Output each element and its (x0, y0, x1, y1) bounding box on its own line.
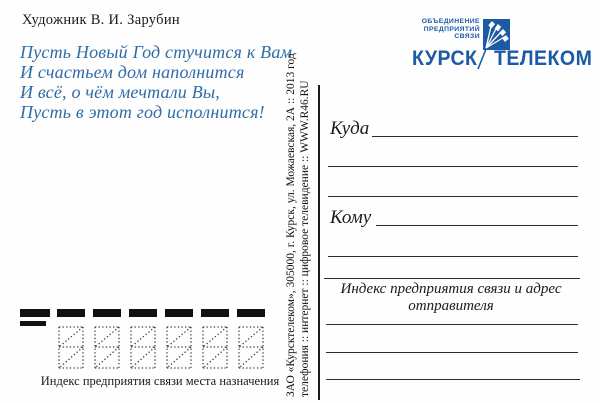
address-line (328, 256, 578, 257)
index-cell-bar (129, 309, 157, 317)
poem-line: Пусть Новый Год стучится к Вам (20, 42, 293, 62)
postal-index-cell (165, 309, 193, 369)
address-line-kuda (372, 136, 578, 137)
index-cell-bar (165, 309, 193, 317)
index-lead-bar-thin (20, 321, 46, 326)
logo-name-telekom: ТЕЛЕКОМ (494, 47, 593, 70)
logo-org-line: ОБЪЕДИНЕНИЕ (421, 18, 480, 25)
publisher-spine-text (284, 17, 312, 397)
sender-caption-line: Индекс предприятия связи и адрес (340, 281, 562, 297)
sender-address-line (326, 379, 580, 380)
postal-index-cell (93, 309, 121, 369)
sender-address-line (326, 324, 578, 325)
postal-index-cell (129, 309, 157, 369)
index-digit-stencil-icon (202, 326, 228, 369)
poem (20, 42, 292, 122)
postal-index-cells (57, 309, 265, 369)
poem-line: И всё, о чём мечтали Вы, (20, 82, 220, 102)
logo-org-text (378, 18, 480, 41)
index-digit-stencil-icon (130, 326, 156, 369)
logo-org-line: ПРЕДПРИЯТИЙ (423, 25, 480, 33)
index-digit-stencil-icon (58, 326, 84, 369)
kuda-label: Куда (330, 118, 370, 139)
index-cell-bar (237, 309, 265, 317)
index-caption: Индекс предприятия связи места назначения (40, 374, 280, 388)
index-digit-stencil-icon (166, 326, 192, 369)
index-cell-bar (57, 309, 85, 317)
postal-index-cell (57, 309, 85, 369)
poem-line: Пусть в этот год исполнится! (20, 102, 265, 122)
komu-label: Кому (330, 207, 372, 228)
postal-index-cell (237, 309, 265, 369)
sender-caption-line: отправителя (408, 297, 494, 314)
sender-address-line (326, 352, 578, 353)
sender-caption (322, 281, 580, 314)
address-line (324, 278, 580, 279)
artist-credit: Художник В. И. Зарубин (22, 12, 180, 28)
index-lead-bar (20, 309, 50, 317)
logo-org-line: СВЯЗИ (454, 33, 480, 41)
index-digit-stencil-icon (238, 326, 264, 369)
logo-name-kursk: КУРСК (412, 47, 478, 70)
poem-line: И счастьем дом наполнится (20, 62, 245, 82)
publisher-line: телефония :: интернет :: цифровое телевидение :: WWW.R46.RU (299, 80, 311, 397)
center-divider-line (318, 85, 320, 400)
address-line (328, 166, 578, 167)
address-line (328, 196, 578, 197)
index-cell-bar (201, 309, 229, 317)
index-cell-bar (93, 309, 121, 317)
address-line-komu (376, 225, 578, 226)
postal-index-cell (201, 309, 229, 369)
publisher-line: ЗАО «Курсктелеком», 305000, г. Курск, ул. Можаевская, 2А :: 2013 год (285, 53, 297, 397)
index-digit-stencil-icon (94, 326, 120, 369)
